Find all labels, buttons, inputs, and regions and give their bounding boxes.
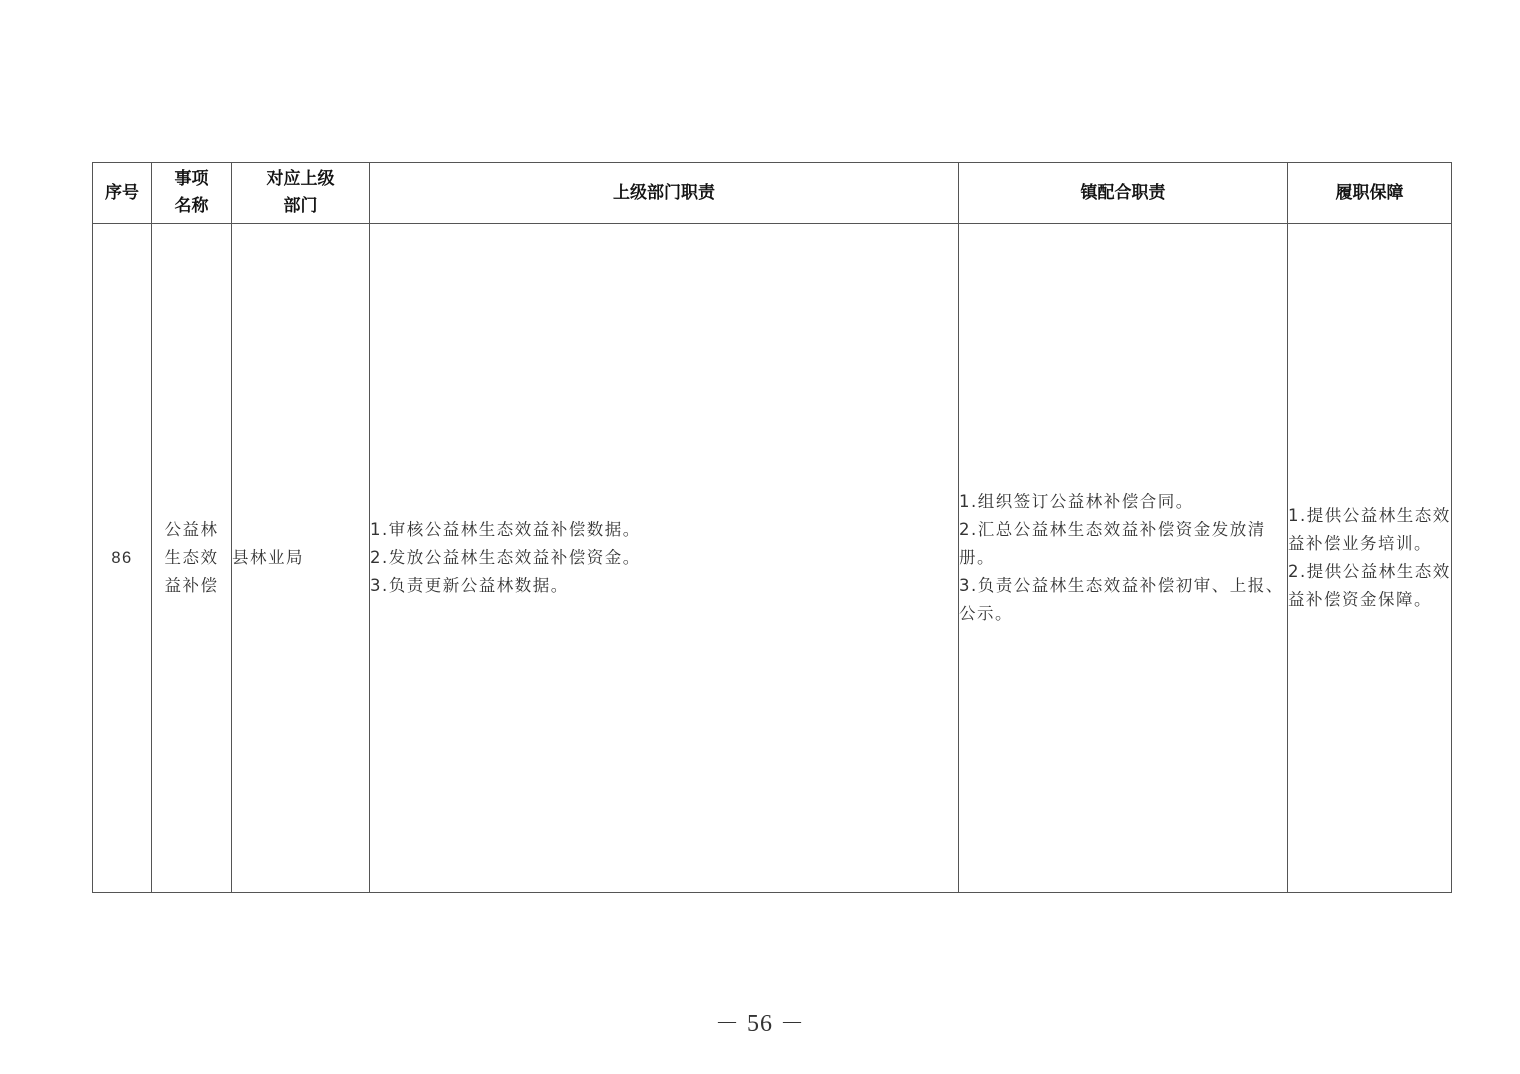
cell-upper-duty [370, 224, 959, 893]
duty-table [92, 162, 1452, 893]
header-item-name-line2: 名称 [174, 196, 209, 216]
cell-item-name-line: 公益林 [164, 520, 219, 539]
guarantee-item: 2.提供公益林生态效益补偿资金保障。 [1288, 562, 1451, 609]
town-duty-item: 3.负责公益林生态效益补偿初审、上报、公示。 [959, 576, 1284, 623]
cell-dept: 县林业局 [232, 224, 370, 893]
upper-duty-item: 2.发放公益林生态效益补偿资金。 [370, 548, 641, 567]
table-row [93, 224, 1452, 893]
header-item-name [152, 163, 232, 224]
town-duty-item: 2.汇总公益林生态效益补偿资金发放清册。 [959, 520, 1266, 567]
cell-item-name-line: 益补偿 [164, 576, 219, 595]
town-duty-item: 1.组织签订公益林补偿合同。 [959, 492, 1194, 511]
guarantee-item: 1.提供公益林生态效益补偿业务培训。 [1288, 506, 1451, 553]
header-upper-duty: 上级部门职责 [370, 163, 959, 224]
header-dept-line2: 部门 [283, 196, 318, 216]
header-no: 序号 [93, 163, 152, 224]
table-header [93, 163, 1452, 224]
table-body [93, 224, 1452, 893]
cell-no: 86 [93, 224, 152, 893]
upper-duty-item: 3.负责更新公益林数据。 [370, 576, 569, 595]
header-dept-line1: 对应上级 [266, 169, 335, 189]
header-row [93, 163, 1452, 224]
page-number: － 56 － [715, 1011, 805, 1037]
cell-item-name-line: 生态效 [164, 548, 219, 567]
header-town-duty: 镇配合职责 [959, 163, 1288, 224]
cell-town-duty [959, 224, 1288, 893]
header-item-name-line1: 事项 [174, 169, 209, 189]
header-guarantee: 履职保障 [1288, 163, 1452, 224]
header-dept [232, 163, 370, 224]
cell-item-name [152, 224, 232, 893]
upper-duty-item: 1.审核公益林生态效益补偿数据。 [370, 520, 641, 539]
cell-guarantee [1288, 224, 1452, 893]
